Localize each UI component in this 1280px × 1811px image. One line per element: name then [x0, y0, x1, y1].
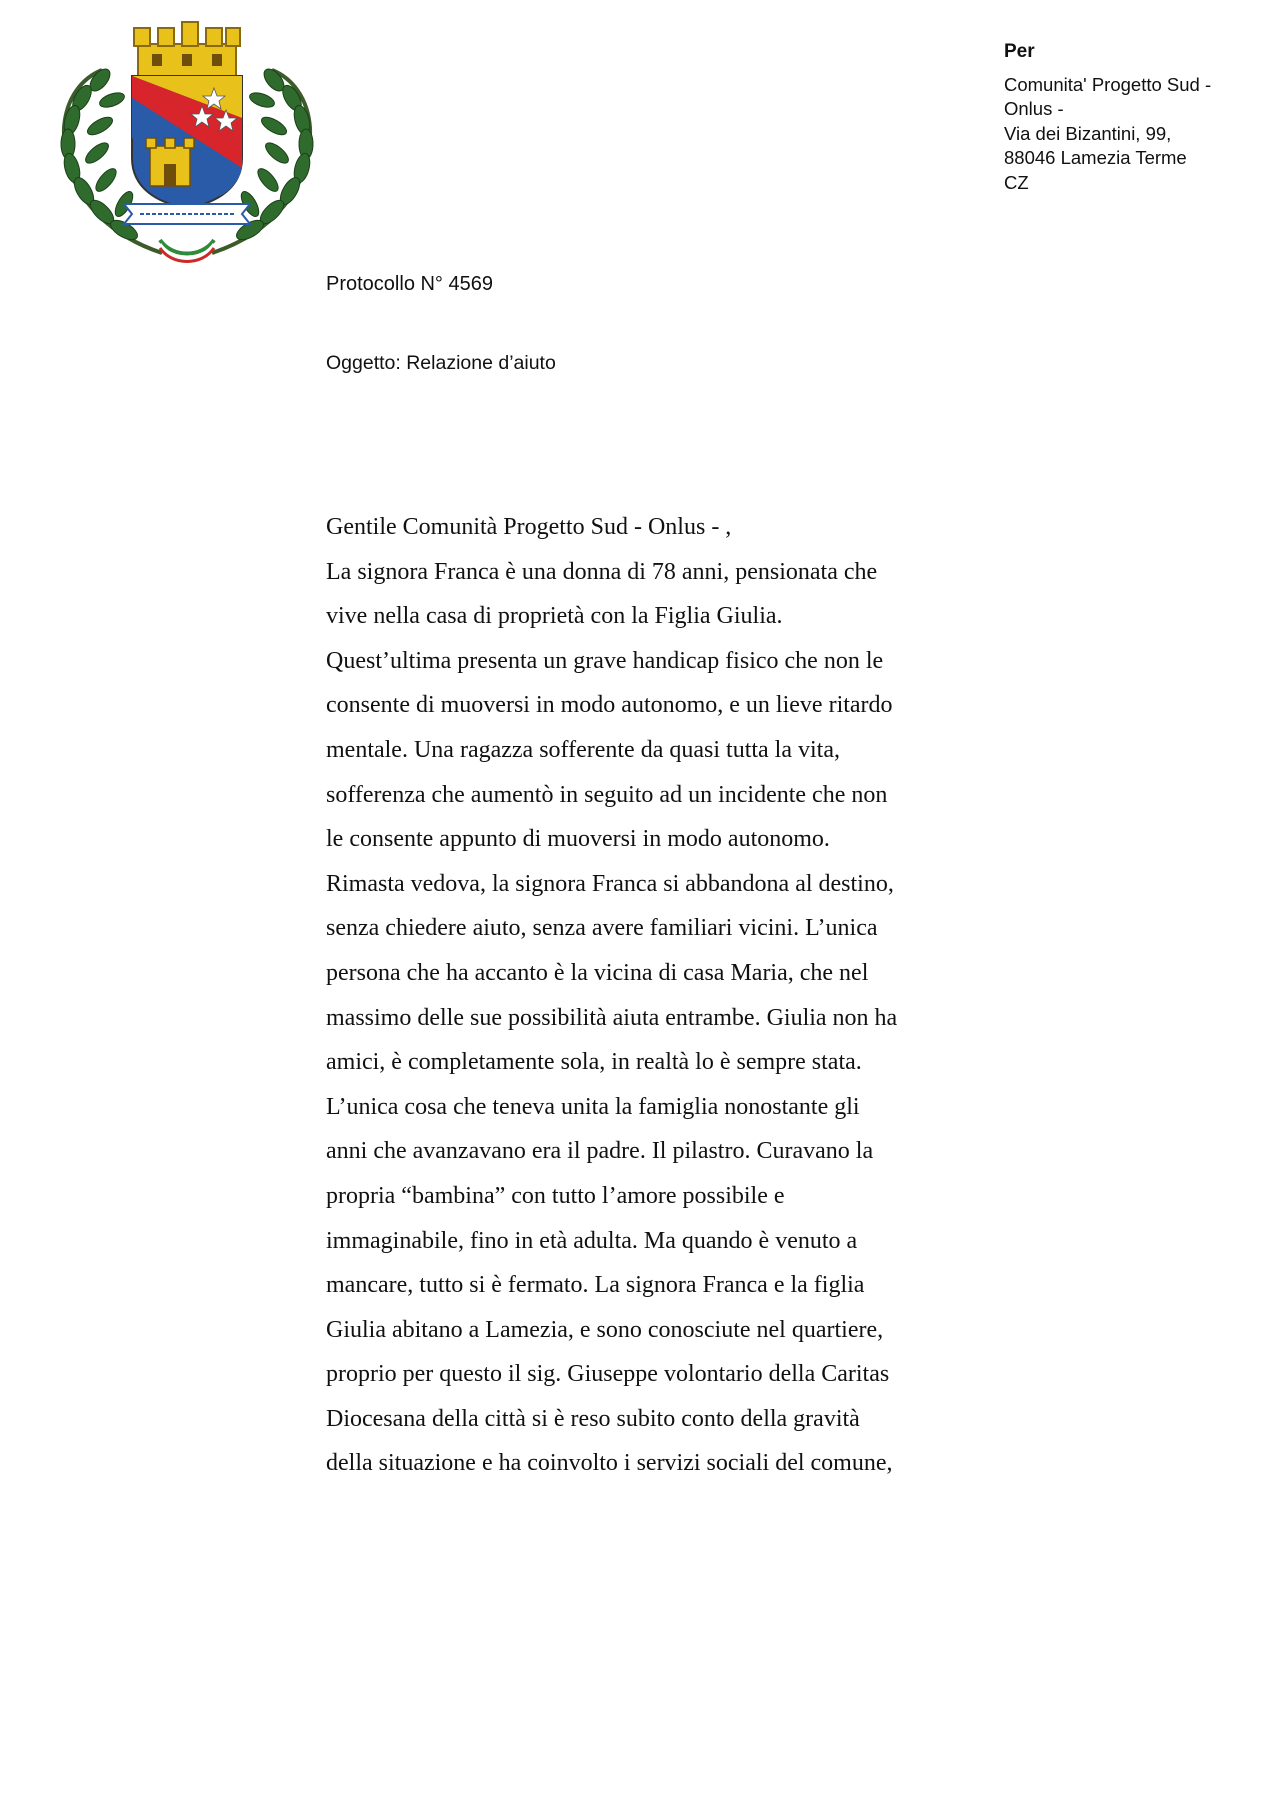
recipient-line: Onlus - — [1004, 98, 1064, 119]
letter-line: immaginabile, fino in età adulta. Ma quando è venuto a — [326, 1227, 858, 1254]
letter-line: senza chiedere aiuto, senza avere familiari vicini. L’unica — [326, 915, 878, 942]
recipient-line: Comunita' Progetto Sud - — [1004, 73, 1212, 95]
letter-greeting: Gentile Comunità Progetto Sud - Onlus - , — [326, 514, 732, 540]
recipient-label: Per — [1004, 41, 1035, 62]
letter-line: le consente appunto di muoversi in modo autonomo. — [326, 826, 830, 853]
protocol-number: Protocollo N° 4569 — [326, 273, 493, 295]
recipient-block — [1004, 40, 1264, 195]
letter-line: La signora Franca è una donna di 78 anni, pensionata che — [326, 558, 878, 585]
letter-line: consente di muoversi in modo autonomo, e un lieve ritardo — [326, 692, 893, 719]
recipient-line: CZ — [1004, 171, 1029, 193]
letter-line: Rimasta vedova, la signora Franca si abbandona al destino, — [326, 870, 894, 897]
letter-line: Quest’ultima presenta un grave handicap fisico che non le — [326, 647, 884, 674]
letter-line: persona che ha accanto è la vicina di casa Maria, che nel — [326, 959, 869, 986]
letter-line: massimo delle sue possibilità aiuta entrambe. Giulia non ha — [326, 1004, 898, 1031]
letter-body — [326, 505, 986, 1486]
letter-line: mancare, tutto si è fermato. La signora Franca e la figlia — [326, 1272, 865, 1299]
letter-line: Giulia abitano a Lamezia, e sono conosciute nel quartiere, — [326, 1316, 884, 1343]
letter-line: vive nella casa di proprietà con la Figlia Giulia. — [326, 603, 783, 630]
coat-of-arms-icon — [42, 18, 332, 273]
letter-line: amici, è completamente sola, in realtà lo è sempre stata. — [326, 1049, 862, 1076]
subject-line: Oggetto: Relazione d’aiuto — [326, 352, 556, 374]
recipient-line: 88046 Lamezia Terme — [1004, 147, 1187, 168]
letter-line: Diocesana della città si è reso subito conto della gravità — [326, 1405, 860, 1432]
letter-line: della situazione e ha coinvolto i servizi sociali del comune, — [326, 1450, 893, 1477]
letter-line: L’unica cosa che teneva unita la famiglia nonostante gli — [326, 1093, 860, 1120]
letter-line: anni che avanzavano era il padre. Il pilastro. Curavano la — [326, 1138, 874, 1165]
letter-line: proprio per questo il sig. Giuseppe volontario della Caritas — [326, 1361, 890, 1388]
recipient-line: Via dei Bizantini, 99, — [1004, 122, 1172, 144]
letter-line: propria “bambina” con tutto l’amore possibile e — [326, 1182, 785, 1209]
letter-line: mentale. Una ragazza sofferente da quasi tutta la vita, — [326, 736, 840, 763]
letter-line: sofferenza che aumentò in seguito ad un incidente che non — [326, 781, 888, 808]
